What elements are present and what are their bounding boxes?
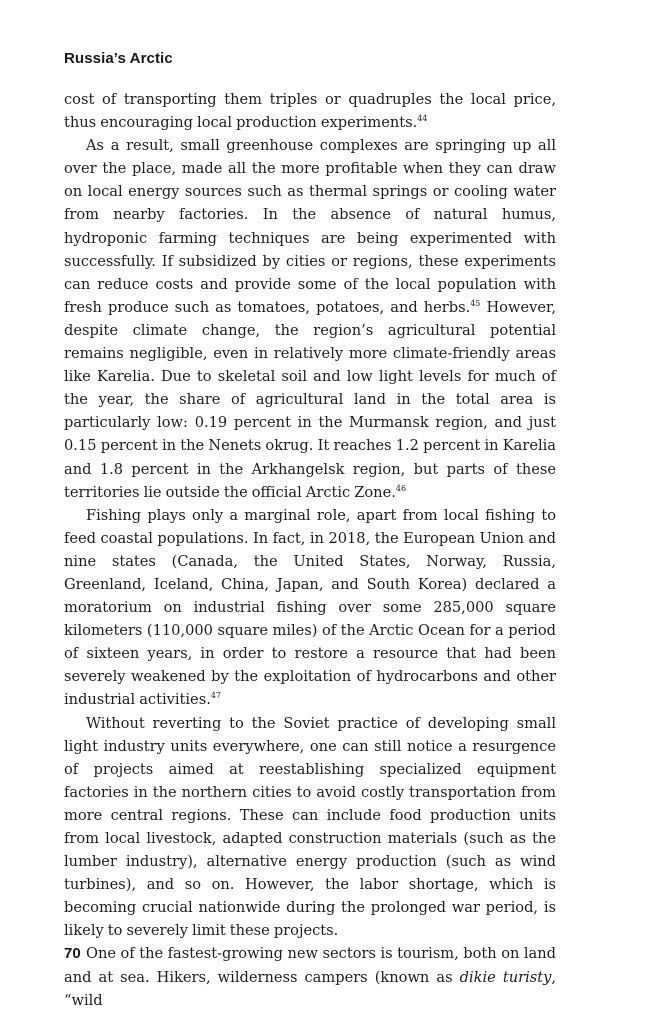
footnote-ref: 46 — [395, 483, 407, 493]
footnote-ref: 44 — [417, 114, 428, 124]
paragraph — [64, 504, 556, 712]
paragraph — [64, 88, 556, 134]
body-text — [64, 88, 556, 1012]
paragraph-text: , “wild — [64, 968, 556, 1009]
paragraph — [64, 942, 556, 1011]
paragraph-text: Without reverting to the Soviet practice of developing small light industry units everywhere, one can still notice a resurgence of projects aimed at reestablishing specialized equipment factories in the northern cities to avoid costly transportation from more central regions. These can include food production units from local livestock, adapted construction materials (such as the lumber industry), alternative energy production (such as wind turbines), and so on. However, the labor shortage, which is becoming crucial nationwide during the prolonged war period, is likely to severely limit these projects. — [64, 714, 556, 940]
paragraph-text: cost of transporting them triples or quadruples the local price, thus encouraging local production experiments. — [64, 91, 556, 132]
paragraph-text: Fishing plays only a marginal role, apart from local fishing to feed coastal populations. In fact, in 2018, the European Union and nine states (Canada, the United States, Norway, Russia, Greenland, Iceland, China, Japan, and South Korea) declared a moratorium on industrial fishing over some 285,000 square kilometers (110,000 square miles) of the Arctic Ocean for a period of sixteen years, in order to restore a resource that had been severely weakened by the exploitation of hydrocarbons and other industrial activities. — [64, 506, 556, 709]
paragraph-text: As a result, small greenhouse complexes are springing up all over the place, made all the more profitable when they can draw on local energy sources such as thermal springs or cooling water from nearby factories. In the absence of natural humus, hydroponic farming techniques are being experimented with successfully. If subsidized by cities or regions, these experiments can reduce costs and provide some of the local population with fresh produce such as tomatoes, potatoes, and herbs. — [64, 137, 556, 316]
italic-term: dikie turisty — [459, 968, 552, 986]
footnote-ref: 45 — [470, 298, 481, 308]
paragraph — [64, 712, 556, 943]
paragraph — [64, 134, 556, 504]
page-number: 70 — [64, 945, 81, 962]
running-head: Russia’s Arctic — [64, 50, 173, 67]
paragraph-text: However, despite climate change, the region’s agricultural potential remains negligible, even in relatively more climate-friendly areas like Karelia. Due to skeletal soil and low light levels for much of the year, the share of agricultural land in the total area is particularly low: 0.19 percent in the Murmansk region, and just 0.15 percent in the Nenets okrug. It reaches 1.2 percent in Karelia and 1.8 percent in the Arkhangelsk region, but parts of these territories lie outside the official Arctic Zone. — [64, 298, 556, 501]
footnote-ref: 47 — [210, 691, 222, 701]
paragraph-text: One of the fastest-growing new sectors is tourism, both on land and at sea. Hikers, wilderness campers (known as — [64, 945, 556, 986]
